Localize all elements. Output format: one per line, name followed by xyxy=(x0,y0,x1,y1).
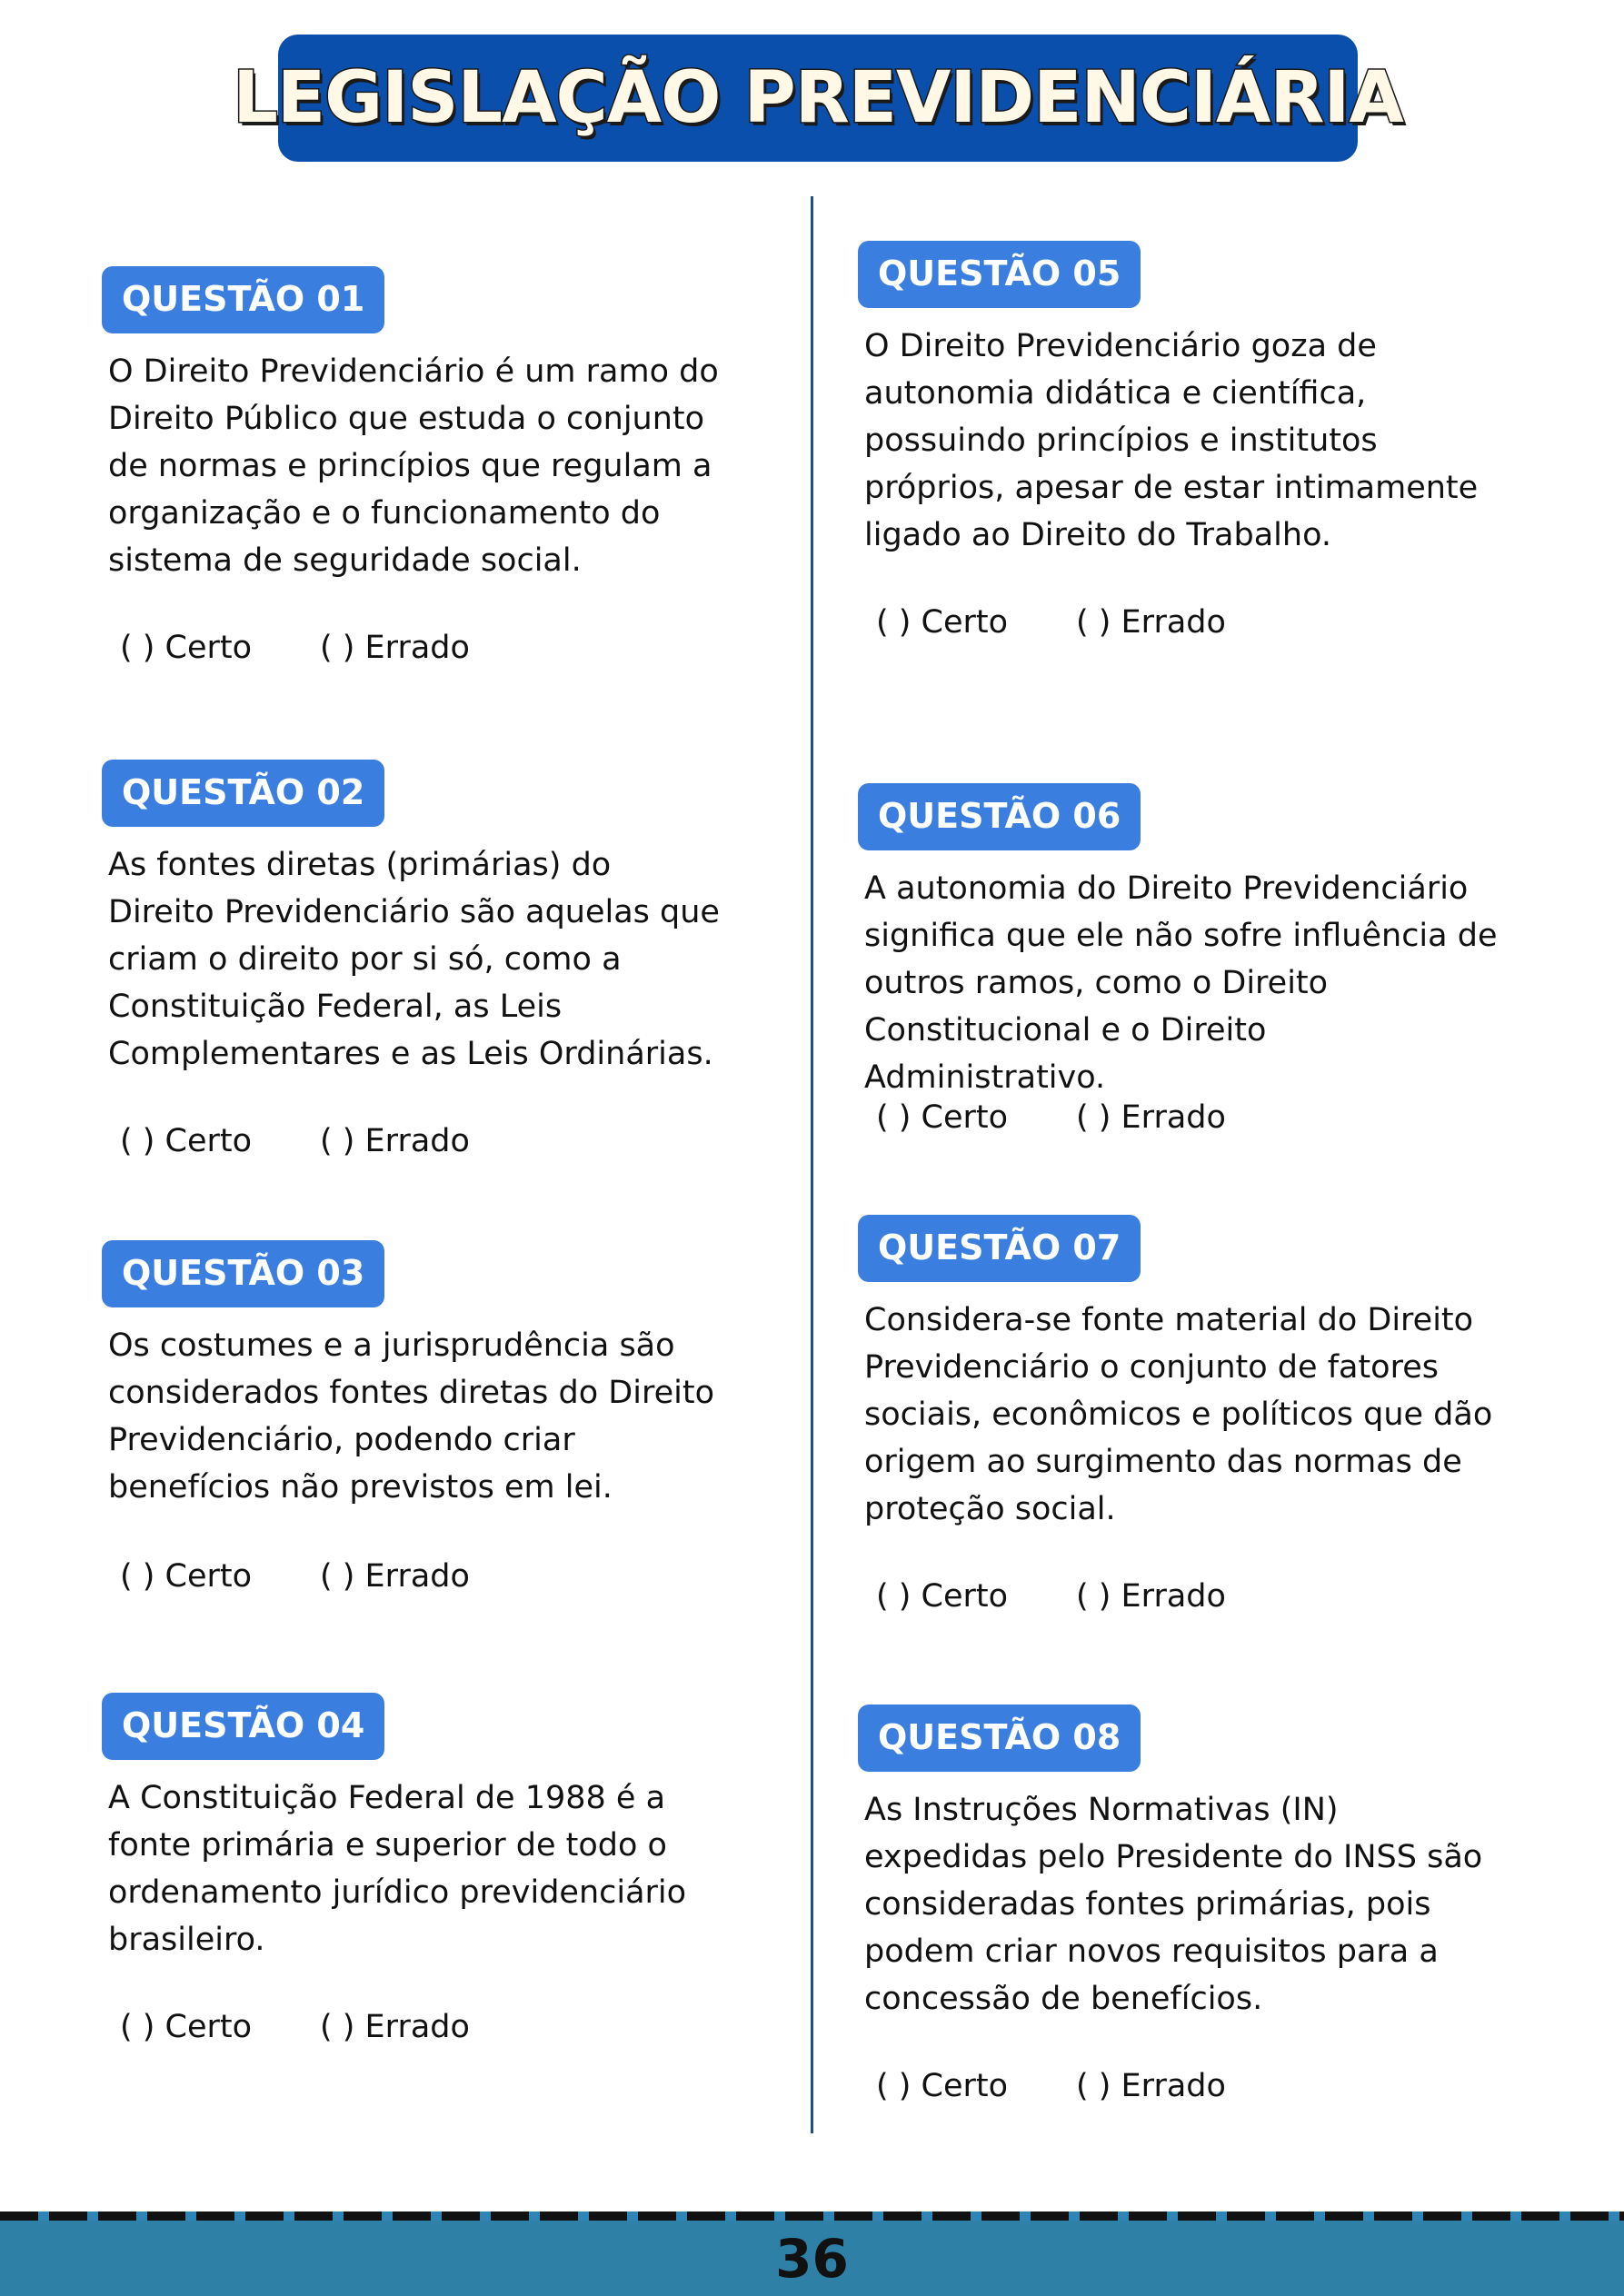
question-text: O Direito Previdenciário goza de autonomia didática e científica, possuindo princípios e institutos próprios, apesar de estar intimamente ligado ao Direito do Trabalho. xyxy=(864,328,1479,553)
option-errado[interactable]: ( ) Errado xyxy=(1076,1578,1226,1615)
option-certo[interactable]: ( ) Certo xyxy=(120,1558,253,1595)
footer-bar xyxy=(0,2221,1624,2296)
question-03 xyxy=(102,1240,756,1595)
question-text: As Instruções Normativas (IN) expedidas pelo Presidente do INSS são consideradas fontes primárias, pois podem criar novos requisitos para a concessão de benefícios. xyxy=(864,1792,1483,2017)
question-06 xyxy=(858,783,1512,1136)
option-errado[interactable]: ( ) Errado xyxy=(320,2009,470,2045)
question-label: QUESTÃO 06 xyxy=(858,783,1141,850)
option-certo[interactable]: ( ) Certo xyxy=(120,1123,253,1159)
option-certo[interactable]: ( ) Certo xyxy=(876,1099,1009,1136)
question-02 xyxy=(102,760,756,1159)
title-banner xyxy=(233,35,1403,162)
option-errado[interactable]: ( ) Errado xyxy=(1076,604,1226,641)
question-label: QUESTÃO 01 xyxy=(102,266,384,333)
column-divider xyxy=(811,196,813,2133)
page-number: 36 xyxy=(775,2227,849,2290)
option-errado[interactable]: ( ) Errado xyxy=(320,1123,470,1159)
question-label: QUESTÃO 07 xyxy=(858,1215,1141,1282)
option-certo[interactable]: ( ) Certo xyxy=(120,2009,253,2045)
question-07 xyxy=(858,1215,1512,1615)
question-label: QUESTÃO 03 xyxy=(102,1240,384,1307)
option-certo[interactable]: ( ) Certo xyxy=(120,630,253,666)
question-text: Considera-se fonte material do Direito Previdenciário o conjunto de fatores sociais, econômicos e políticos que dão origem ao surgimento das normas de proteção social. xyxy=(864,1302,1493,1527)
question-05 xyxy=(858,241,1512,641)
question-text: As fontes diretas (primárias) do Direito Previdenciário são aquelas que criam o direito por si só, como a Constituição Federal, as Leis Complementares e as Leis Ordinárias. xyxy=(108,847,720,1072)
question-text: O Direito Previdenciário é um ramo do Direito Público que estuda o conjunto de normas e princípios que regulam a organização e o funcionamento do sistema de seguridade social. xyxy=(108,353,719,579)
question-label: QUESTÃO 02 xyxy=(102,760,384,827)
question-text: Os costumes e a jurisprudência são considerados fontes diretas do Direito Previdenciário, podendo criar benefícios não previstos em lei. xyxy=(108,1327,714,1506)
question-text: A autonomia do Direito Previdenciário significa que ele não sofre influência de outros ramos, como o Direito Constitucional e o Direito Administrativo. xyxy=(864,870,1498,1096)
question-08 xyxy=(858,1705,1512,2104)
question-label: QUESTÃO 04 xyxy=(102,1693,384,1760)
option-certo[interactable]: ( ) Certo xyxy=(876,1578,1009,1615)
option-errado[interactable]: ( ) Errado xyxy=(320,630,470,666)
question-text: A Constituição Federal de 1988 é a fonte primária e superior de todo o ordenamento jurídico previdenciário brasileiro. xyxy=(108,1780,687,1958)
page-title: LEGISLAÇÃO PREVIDENCIÁRIA xyxy=(233,57,1403,139)
option-errado[interactable]: ( ) Errado xyxy=(320,1558,470,1595)
question-04 xyxy=(102,1693,756,2045)
option-errado[interactable]: ( ) Errado xyxy=(1076,1099,1226,1136)
question-label: QUESTÃO 08 xyxy=(858,1705,1141,1772)
option-errado[interactable]: ( ) Errado xyxy=(1076,2068,1226,2104)
page-footer xyxy=(0,2212,1624,2296)
option-certo[interactable]: ( ) Certo xyxy=(876,2068,1009,2104)
question-01 xyxy=(102,266,756,666)
option-certo[interactable]: ( ) Certo xyxy=(876,604,1009,641)
question-label: QUESTÃO 05 xyxy=(858,241,1141,308)
